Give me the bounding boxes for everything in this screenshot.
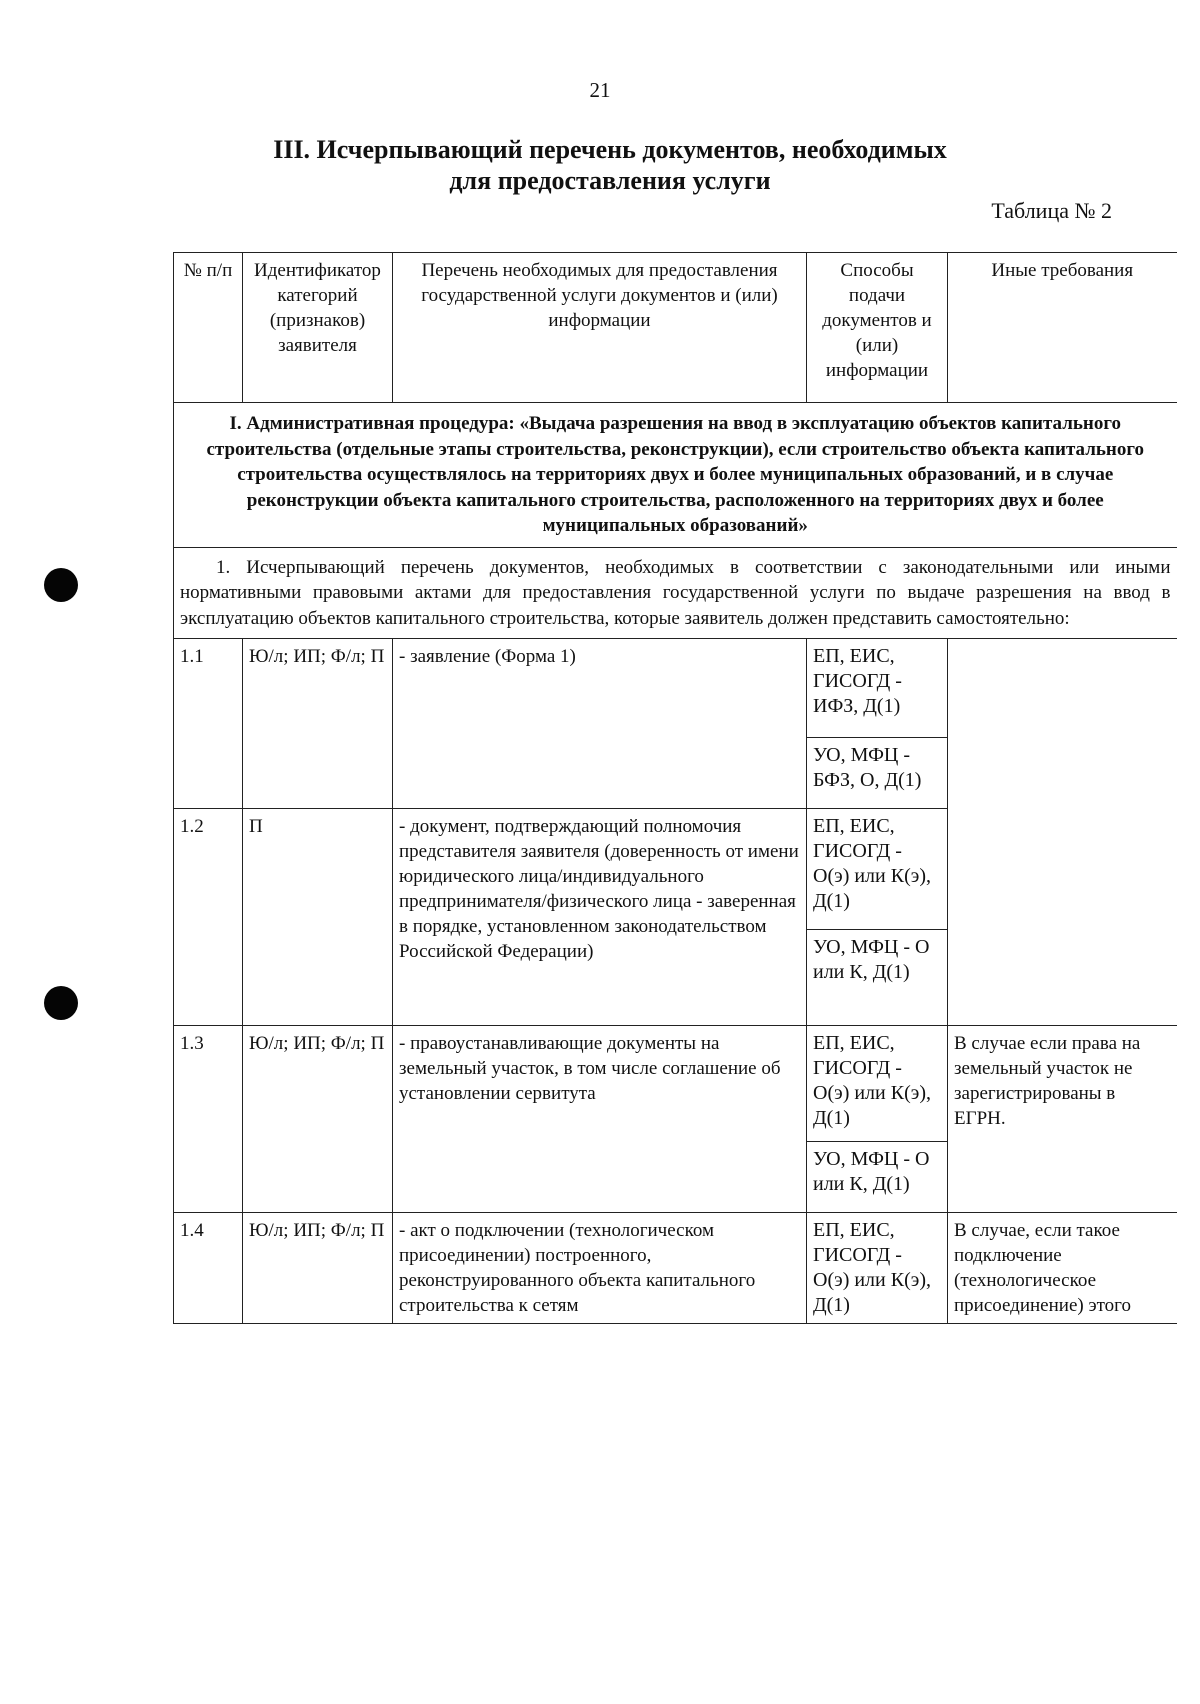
row-requirement: [948, 639, 1177, 1026]
row-method-electronic: ЕП, ЕИС, ГИСОГД - ИФЗ, Д(1): [807, 639, 948, 738]
intro-row: [174, 547, 1177, 639]
table-header-row: [174, 253, 1177, 403]
procedure-title: I. Административная процедура: «Выдача разрешения на ввод в эксплуатацию объектов капитального строительства (отдельные этапы строительства, реконструкции), если строительство объекта капитального строительства осуществлялось на территориях двух и более муниципальных образований, и в случае реконструкции объекта капитального строительства, расположенного на территориях двух и более муниципальных образований»: [174, 403, 1177, 548]
header-methods: Способы подачи документов и (или) информации: [807, 253, 948, 403]
documents-table: [173, 252, 1177, 1324]
table-row: [174, 1026, 1177, 1142]
row-method-in-person: УО, МФЦ - БФЗ, О, Д(1): [807, 738, 948, 809]
row-requirement: В случае если права на земельный участок не зарегистрированы в ЕГРН.: [948, 1026, 1177, 1213]
row-category: Ю/л; ИП; Ф/л; П: [243, 639, 393, 809]
header-requirements: Иные требования: [948, 253, 1177, 403]
table-row: [174, 1213, 1177, 1324]
table-label: Таблица № 2: [991, 198, 1112, 223]
punch-hole: [44, 986, 78, 1020]
row-method-in-person: УО, МФЦ - О или К, Д(1): [807, 1142, 948, 1213]
row-document: - заявление (Форма 1): [393, 639, 807, 809]
row-document: - правоустанавливающие документы на земельный участок, в том числе соглашение об установлении сервитута: [393, 1026, 807, 1213]
row-document: - акт о подключении (технологическом присоединении) построенного, реконструированного объекта капитального строительства к сетям: [393, 1213, 807, 1324]
row-method-in-person: УО, МФЦ - О или К, Д(1): [807, 930, 948, 1026]
row-num: 1.1: [174, 639, 243, 809]
punch-hole: [44, 568, 78, 602]
section-title-line-1: III. Исчерпывающий перечень документов, необходимых: [273, 135, 947, 164]
intro-text: 1. Исчерпывающий перечень документов, необходимых в соответствии с законодательными или иными нормативными правовыми актами для предоставления государственной услуги по выдаче разрешения на ввод в эксплуатацию объектов капитального строительства, которые заявитель должен представить самостоятельно:: [174, 547, 1177, 639]
section-title: [160, 134, 1060, 196]
header-category: Идентификатор категорий (признаков) заявителя: [243, 253, 393, 403]
page-number: 21: [589, 78, 611, 102]
row-method-electronic: ЕП, ЕИС, ГИСОГД - О(э) или К(э), Д(1): [807, 809, 948, 930]
row-method-electronic: ЕП, ЕИС, ГИСОГД - О(э) или К(э), Д(1): [807, 1026, 948, 1142]
row-category: Ю/л; ИП; Ф/л; П: [243, 1213, 393, 1324]
row-requirement: В случае, если такое подключение (технологическое присоединение) этого: [948, 1213, 1177, 1324]
row-num: 1.2: [174, 809, 243, 1026]
row-num: 1.3: [174, 1026, 243, 1213]
table-row: [174, 639, 1177, 738]
row-document: - документ, подтверждающий полномочия представителя заявителя (доверенность от имени юридического лица/индивидуального предпринимателя/физического лица - заверенная в порядке, установленном законодательством Российской Федерации): [393, 809, 807, 1026]
header-num: № п/п: [174, 253, 243, 403]
row-category: П: [243, 809, 393, 1026]
section-title-line-2: для предоставления услуги: [449, 166, 771, 195]
procedure-row: [174, 403, 1177, 548]
row-num: 1.4: [174, 1213, 243, 1324]
header-documents: Перечень необходимых для предоставления государственной услуги документов и (или) информации: [393, 253, 807, 403]
row-category: Ю/л; ИП; Ф/л; П: [243, 1026, 393, 1213]
row-method-electronic: ЕП, ЕИС, ГИСОГД - О(э) или К(э), Д(1): [807, 1213, 948, 1324]
